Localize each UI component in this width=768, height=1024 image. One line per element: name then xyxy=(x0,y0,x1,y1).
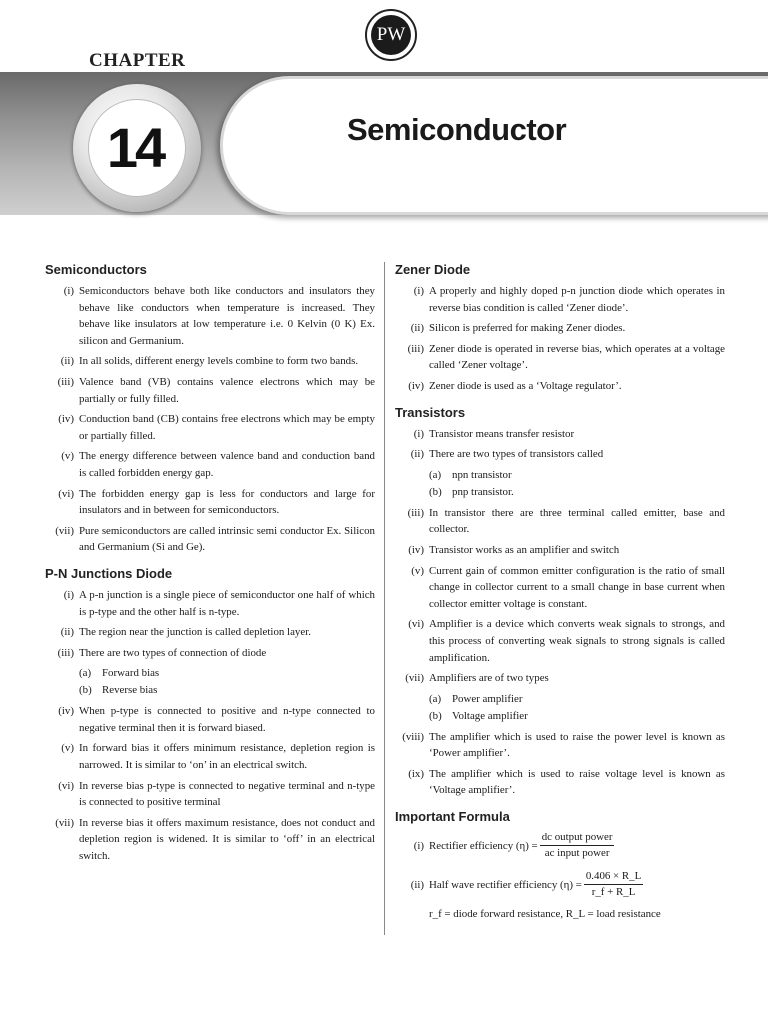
chapter-number: 14 xyxy=(106,116,164,179)
left-column xyxy=(45,262,375,875)
item-marker: (i) xyxy=(413,285,424,297)
item-marker: (ix) xyxy=(408,767,424,780)
item-text: A p-n junction is a single piece of semiconductor one half of which is p-type and the other half is n-type. xyxy=(79,588,375,618)
sub-marker: (a) xyxy=(79,667,92,680)
item-text: In forward bias it offers minimum resistance, depletion region is narrowed. It is similar to ‘on’ in an electrical switch. xyxy=(79,742,375,772)
item-text: Transistor works as an amplifier and switch xyxy=(429,543,620,556)
formula-half-wave-efficiency xyxy=(395,869,725,900)
item-text: Silicon is preferred for making Zener diodes. xyxy=(429,322,626,335)
sub-text: npn transistor xyxy=(452,468,512,481)
item-text: Transistor means transfer resistor xyxy=(429,427,575,440)
sub-marker: (a) xyxy=(429,468,442,481)
chapter-label: CHAPTER xyxy=(89,50,186,71)
item-text: Conduction band (CB) contains free electrons which may be empty or partially filled. xyxy=(79,413,375,442)
sub-marker: (b) xyxy=(429,709,442,722)
list-item xyxy=(45,778,375,811)
item-marker: (vi) xyxy=(58,487,74,500)
list-item xyxy=(45,411,375,444)
item-marker: (iv) xyxy=(408,379,424,392)
list-item xyxy=(395,341,725,374)
section-formula xyxy=(395,809,725,920)
publisher-logo xyxy=(365,9,417,61)
sub-text: Power amplifier xyxy=(452,692,523,705)
list-item xyxy=(395,542,725,559)
pn-list xyxy=(45,587,375,865)
list-item xyxy=(395,563,725,613)
list-item xyxy=(45,645,375,662)
semiconductors-list xyxy=(45,283,375,556)
list-item xyxy=(395,616,725,666)
sub-item xyxy=(45,665,375,682)
item-text: The forbidden energy gap is less for conductors and large for insulators and in between for semiconductors. xyxy=(79,487,375,517)
item-marker: (viii) xyxy=(402,730,424,743)
page-title: Semiconductor xyxy=(347,112,567,147)
formula-label: Rectifier efficiency (η) = xyxy=(429,839,538,852)
sub-marker: (a) xyxy=(429,692,442,705)
section-pn-junction xyxy=(45,566,375,865)
item-text: There are two types of transistors called xyxy=(429,448,604,461)
list-item xyxy=(395,766,725,799)
item-marker: (iv) xyxy=(58,705,74,718)
item-marker: (ii) xyxy=(410,878,424,891)
item-marker: (iv) xyxy=(408,543,424,556)
item-text: Zener diode is used as a ‘Voltage regulator’. xyxy=(429,379,622,392)
item-text: The amplifier which is used to raise the power level is known as ‘Power amplifier’. xyxy=(429,730,725,760)
item-marker: (v) xyxy=(61,742,74,755)
formula-label: Half wave rectifier efficiency (η) = xyxy=(429,878,582,891)
list-item xyxy=(45,740,375,773)
section-heading: P-N Junctions Diode xyxy=(45,565,173,581)
item-marker: (iii) xyxy=(407,506,424,519)
section-heading: Transistors xyxy=(395,404,466,420)
logo-text: PW xyxy=(371,15,411,55)
list-item xyxy=(45,703,375,736)
item-marker: (vi) xyxy=(408,618,424,631)
item-text: In reverse bias p-type is connected to negative terminal and n-type is connected to positive terminal xyxy=(79,779,375,809)
list-item xyxy=(395,729,725,762)
list-item xyxy=(45,523,375,556)
sub-text: Reverse bias xyxy=(102,684,158,697)
item-text: There are two types of connection of diode xyxy=(79,646,267,659)
fraction xyxy=(584,869,643,900)
section-heading: Important Formula xyxy=(395,809,510,825)
transistors-list xyxy=(395,426,725,800)
section-semiconductors xyxy=(45,262,375,556)
item-text: In reverse bias it offers maximum resistance, does not conduct and depletion region is widened. It is similar to ‘off’ in an electrical switch. xyxy=(79,816,375,863)
item-text: Pure semiconductors are called intrinsic semi conductor Ex. Silicon and Germanium (Si and Ge). xyxy=(79,524,375,554)
list-item xyxy=(395,283,725,316)
item-marker: (ii) xyxy=(410,322,424,335)
section-heading: Zener Diode xyxy=(395,262,471,277)
fraction-denominator: ac input power xyxy=(544,847,610,860)
list-item xyxy=(45,353,375,370)
sub-item xyxy=(45,682,375,699)
sub-item xyxy=(395,691,725,708)
sub-text: pnp transistor. xyxy=(452,485,514,498)
right-column xyxy=(395,262,725,930)
sub-marker: (b) xyxy=(79,684,92,697)
sub-item xyxy=(395,708,725,725)
item-marker: (i) xyxy=(413,427,424,440)
list-item xyxy=(395,446,725,463)
item-text: Valence band (VB) contains valence electrons which may be partially or fully filled. xyxy=(79,375,375,405)
sub-item xyxy=(395,467,725,484)
item-marker: (vii) xyxy=(405,672,424,685)
item-marker: (i) xyxy=(63,588,74,601)
item-text: When p-type is connected to positive and n-type connected to negative terminal then it is forward biased. xyxy=(79,705,375,734)
item-text: Amplifiers are of two types xyxy=(429,672,549,685)
fraction-numerator: 0.406 × R_L xyxy=(584,869,643,885)
list-item xyxy=(45,486,375,519)
column-divider xyxy=(384,262,385,935)
list-item xyxy=(395,426,725,443)
item-marker: (i) xyxy=(63,285,74,297)
sub-text: Voltage amplifier xyxy=(452,709,528,722)
formula-rectifier-efficiency xyxy=(395,830,725,861)
item-marker: (ii) xyxy=(410,448,424,461)
sub-text: Forward bias xyxy=(102,667,160,680)
list-item xyxy=(45,587,375,620)
item-marker: (vi) xyxy=(58,779,74,792)
section-zener xyxy=(395,262,725,395)
item-marker: (v) xyxy=(411,564,424,577)
list-item xyxy=(395,505,725,538)
list-item xyxy=(395,670,725,687)
item-text: The region near the junction is called depletion layer. xyxy=(79,626,311,639)
zener-list xyxy=(395,283,725,395)
item-text: Amplifier is a device which converts weak signals to strongs, and this process of converting weak signals to strong signals is called amplification. xyxy=(429,618,725,664)
item-text: Current gain of common emitter configuration is the ratio of small change in collector current to a small change in base current when collector emitter voltage is constant. xyxy=(429,564,725,610)
item-text: The energy difference between valence band and conduction band is called forbidden energy gap. xyxy=(79,450,375,479)
sub-marker: (b) xyxy=(429,485,442,498)
fraction xyxy=(540,830,615,861)
list-item xyxy=(395,320,725,337)
sub-item xyxy=(395,484,725,501)
item-text: In transistor there are three terminal called emitter, base and collector. xyxy=(429,506,725,536)
item-marker: (iii) xyxy=(57,646,74,659)
list-item xyxy=(45,374,375,407)
item-text: Semiconductors behave both like conductors and insulators they behave like conductors when temperature is increased. They behave like insulators at low temperature i.e. 0 Kelvin (0 K) Ex. silicon and Germanium. xyxy=(79,285,375,347)
item-marker: (i) xyxy=(413,839,424,852)
item-marker: (ii) xyxy=(60,355,74,368)
chapter-number-disc xyxy=(88,99,186,197)
list-item xyxy=(395,378,725,395)
fraction-denominator: r_f + R_L xyxy=(591,886,636,899)
item-marker: (v) xyxy=(61,450,74,463)
item-text: The amplifier which is used to raise voltage level is known as ‘Voltage amplifier’. xyxy=(429,767,725,797)
item-marker: (iii) xyxy=(407,342,424,355)
list-item xyxy=(45,283,375,349)
item-marker: (ii) xyxy=(60,626,74,639)
list-item xyxy=(45,624,375,641)
formula-note: r_f = diode forward resistance, R_L = load resistance xyxy=(429,908,661,921)
fraction-numerator: dc output power xyxy=(540,830,615,846)
item-marker: (iv) xyxy=(58,413,74,426)
item-text: In all solids, different energy levels combine to form two bands. xyxy=(79,355,359,368)
section-transistors xyxy=(395,405,725,800)
item-text: Zener diode is operated in reverse bias, which operates at a voltage called ‘Zener voltage’. xyxy=(429,342,725,372)
section-heading: Semiconductors xyxy=(45,262,147,277)
item-text: A properly and highly doped p-n junction diode which operates in reverse bias condition is called ‘Zener diode’. xyxy=(429,285,725,314)
item-marker: (vii) xyxy=(55,816,74,829)
list-item xyxy=(45,815,375,865)
list-item xyxy=(45,448,375,481)
item-marker: (vii) xyxy=(55,524,74,537)
item-marker: (iii) xyxy=(57,375,74,388)
